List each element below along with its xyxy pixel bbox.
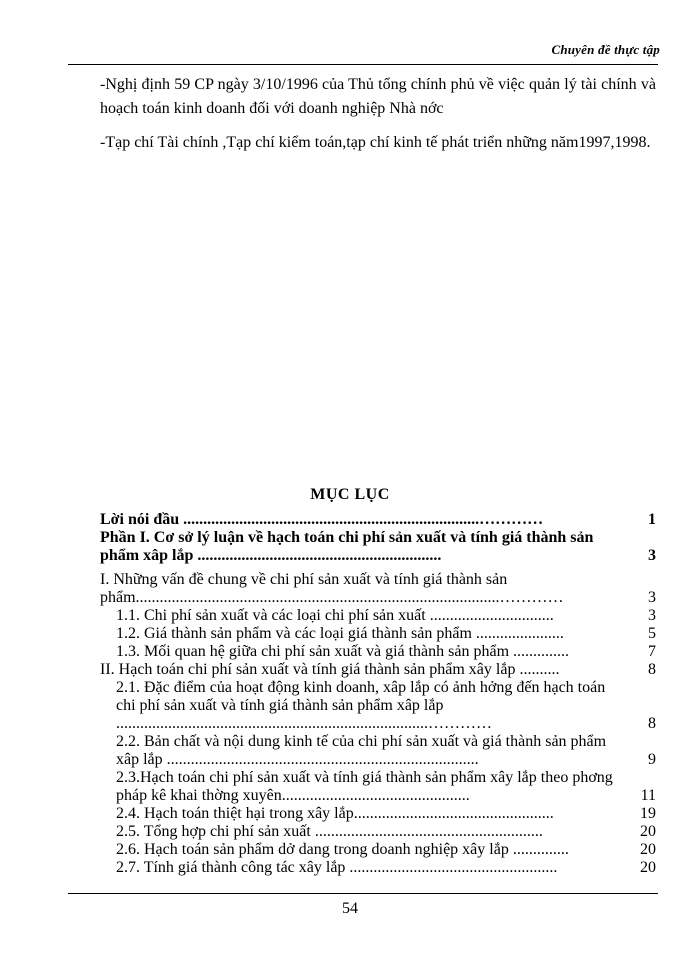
toc-entry-text: 1.2. Giá thành sản phẩm và các loại giá thành sản phẩm ...................... [116,625,564,642]
toc-entry-page: 3 [648,547,656,564]
toc-entry-text: 2.4. Hạch toán thiệt hại trong xây lắp.................................................. [116,805,554,822]
toc-entry-2-7 [100,859,656,877]
toc-entry-text: 2.3.Hạch toán chi phí sản xuất và tính giá thành sản phẩm xây lắp theo phơng pháp kê khai thờng xuyên............................................... [116,769,613,804]
toc-entry-page: 9 [648,751,656,768]
reference-paragraph-2: -Tạp chí Tài chính ,Tạp chí kiểm toán,tạp chí kinh tế phát triển những năm1997,1998. [100,134,651,151]
toc-entry-page: 20 [640,823,656,840]
table-of-contents [100,511,656,877]
toc-entry-text: 2.2. Bản chất và nội dung kinh tế của chi phí sản xuất và giá thành sản phẩm xâp lắp .............................................................................. [116,733,607,768]
running-header: Chuyên đề thực tập [551,42,660,57]
toc-entry-text: Lời nói đầu ..........................................................................………… [100,511,544,528]
toc-entry-text: Phần I. Cơ sở lý luận về hạch toán chi phí sản xuất và tính giá thành sản phẩm xâp lắp ............................................................. [100,529,594,564]
footer-rule [68,893,658,894]
page-number: 54 [342,900,358,917]
toc-entry-page: 5 [648,625,656,642]
toc-title: MỤC LỤC [310,486,390,503]
toc-entry-2-6 [100,841,656,859]
toc-entry-page: 20 [640,859,656,876]
toc-entry-text: 1.3. Mối quan hệ giữa chi phí sản xuất và giá thành sản phẩm .............. [116,643,570,660]
toc-entry-page: 8 [648,661,656,678]
toc-entry-text: I. Những vấn đề chung về chi phí sản xuất và tính giá thành sản phẩm...........................................................................................………… [100,571,564,606]
toc-entry-section-2 [100,661,656,679]
toc-entry-text: 2.7. Tính giá thành công tác xây lắp .................................................... [116,859,558,876]
toc-entry-1-3 [100,643,656,661]
toc-entry-2-2 [100,733,656,769]
toc-entry-2-1 [100,679,656,733]
toc-entry-page: 20 [640,841,656,858]
toc-entry-text: 1.1. Chi phí sản xuất và các loại chi phí sản xuất ............................... [116,607,554,624]
toc-entry-text: II. Hạch toán chi phí sản xuất và tính giá thành sản phẩm xây lắp .......... [100,661,560,678]
reference-paragraph-1: -Nghị định 59 CP ngày 3/10/1996 của Thủ tổng chính phủ về việc quản lý tài chính và hoạch toán kinh doanh đối với doanh nghiệp Nhà nớc [100,76,656,117]
toc-entry-phan-1 [100,529,656,565]
toc-entry-text: 2.6. Hạch toán sản phẩm dở dang trong doanh nghiệp xây lắp .............. [116,841,569,858]
toc-entry-2-5 [100,823,656,841]
toc-entry-page: 19 [640,805,656,822]
toc-entry-text: 2.5. Tổng hợp chi phí sản xuất ......................................................... [116,823,543,840]
toc-entry-1-2 [100,625,656,643]
toc-entry-page: 8 [648,715,656,732]
toc-entry-page: 7 [648,643,656,660]
toc-entry-1-1 [100,607,656,625]
toc-entry-2-4 [100,805,656,823]
toc-entry-page: 11 [640,787,656,804]
toc-entry-loi-noi-dau [100,511,656,529]
toc-entry-page: 3 [648,589,656,606]
toc-entry-page: 3 [648,607,656,624]
toc-entry-text: 2.1. Đặc điểm của hoạt động kinh doanh, xâp lắp có ảnh hởng đến hạch toán chi phí sản xuất và tính giá thành sản phẩm xâp lắp ..............................................................................………… [116,679,606,732]
header-rule [68,64,658,65]
toc-entry-2-3 [100,769,656,805]
toc-entry-page: 1 [648,511,656,528]
toc-entry-section-1 [100,571,656,607]
